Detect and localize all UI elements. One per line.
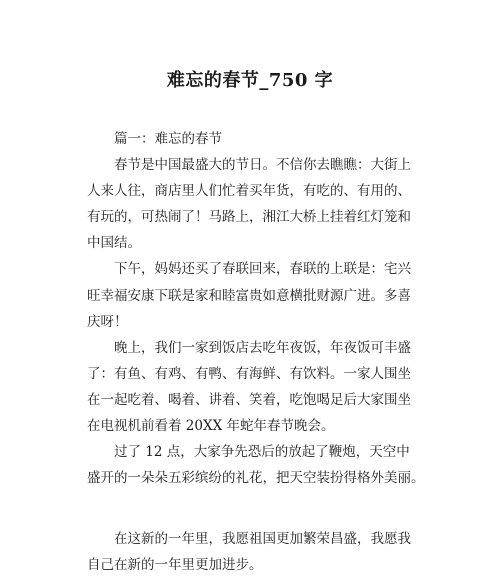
paragraph-line: 了：有鱼、有鸡、有鸭、有海鲜、有饮料。一家人围坐 (87, 365, 411, 382)
document-body (87, 126, 425, 579)
paragraph-line: 旺幸福安康下联是家和睦富贵如意横批财源广进。多喜 (87, 287, 411, 304)
paragraph-line: 有玩的，可热闹了！马路上，湘江大桥上挂着红灯笼和 (87, 209, 411, 226)
paragraph-line: 人来人往，商店里人们忙着买年货，有吃的、有用的、 (87, 183, 411, 200)
paragraph-line: 下午，妈妈还买了春联回来，春联的上联是：宅兴 (114, 261, 411, 278)
paragraph-line: 春节是中国最盛大的节日。不信你去瞧瞧：大街上 (114, 157, 411, 174)
paragraph-line: 在一起吃着、喝着、讲着、笑着，吃饱喝足后大家围坐 (87, 391, 411, 408)
section-heading: 篇一：难忘的春节 (114, 131, 222, 147)
paragraph-line: 过了 12 点，大家争先恐后的放起了鞭炮，天空中 (114, 444, 410, 461)
paragraph-line: 中国结。 (87, 235, 141, 252)
paragraph-line: 晚上，我们一家到饭店去吃年夜饭，年夜饭可丰盛 (114, 339, 411, 356)
paragraph-line: 庆呀！ (87, 313, 128, 330)
document-title: 难忘的春节_750 字 (166, 70, 334, 91)
paragraph-line: 盛开的一朵朵五彩缤纷的礼花，把天空装扮得格外美丽。 (87, 470, 425, 487)
paragraph-line: 在这新的一年里，我愿祖国更加繁荣昌盛，我愿我 (114, 531, 411, 548)
paragraph-gap (87, 491, 417, 526)
paragraph-line: 自己在新的一年里更加进步。 (87, 557, 263, 574)
paragraph-line: 在电视机前看着 20XX 年蛇年春节晚会。 (87, 418, 335, 435)
